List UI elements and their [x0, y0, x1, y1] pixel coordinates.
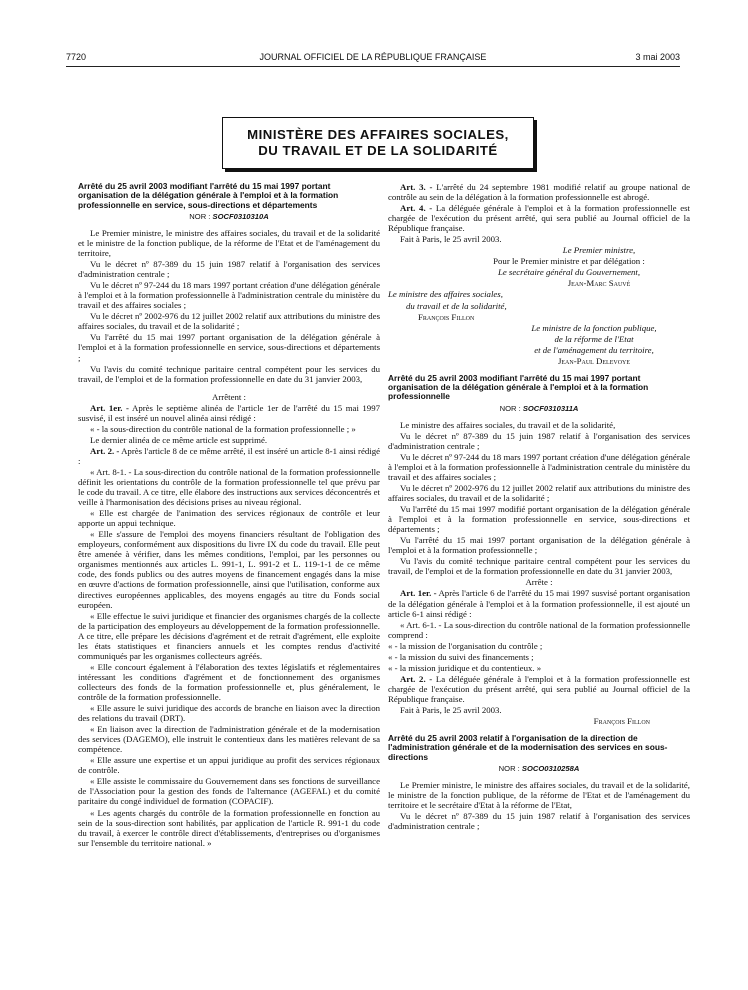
decree-1-arretent: Arrêtent : [212, 391, 246, 402]
sig-minister-line-1: Le ministre des affaires sociales, [388, 289, 503, 300]
sig-fp-line-3: et de l'aménagement du territoire, [534, 344, 654, 355]
article-6-1-item: « - la mission du suivi des financements ; [388, 651, 534, 662]
issue-date: 3 mai 2003 [635, 52, 680, 62]
decree-1-fait: Fait à Paris, le 25 avril 2003. [400, 234, 502, 245]
article-8-1-para: « Les agents chargés du contrôle de la formation professionnelle en fonction au sein de la sous-direction sont habilités, par application de l'article R. 991-1 du code du travail, à exercer le contrôle direct d'établissements, d'entreprises ou d'organismes sur l'ensemble du territoire national. » [78, 807, 380, 848]
decree-1-article-2: Art. 2. - Après l'article 8 de ce même arrêté, il est inséré un article 8-1 ainsi rédigé : [78, 445, 381, 466]
decree-3-visa: Vu le décret nº 87-389 du 15 juin 1987 relatif à l'organisation des services d'administration centrale ; [388, 811, 690, 832]
sig-fp-line-2: de la réforme de l'Etat [554, 333, 634, 344]
decree-3-nor: NOR : SOCO0310258A [498, 763, 580, 773]
decree-1-visa: Vu le décret nº 97-244 du 18 mars 1997 portant création d'une délégation générale à l'emploi et à la formation professionnelle à l'administration centrale du ministère du travail et des affaires sociales ; [78, 280, 380, 311]
header-rule [66, 66, 680, 67]
decree-1-article-1: Art. 1er. - Après le septième alinéa de l'article 1er de l'arrêté du 15 mai 1997 susvisé, il est inséré un nouvel alinéa ainsi rédigé : [78, 402, 380, 423]
sig-pm-title: Le Premier ministre, [562, 245, 636, 256]
sig-pm-name: Jean-Marc Sauvé [567, 278, 631, 289]
decree-2-visa: Vu l'arrêté du 15 mai 1997 modifié portant organisation de la délégation générale à l'emploi et à la formation professionnelle en service, sous-directions et départements ; [388, 504, 690, 535]
decree-1-visa: Vu le décret nº 87-389 du 15 juin 1987 relatif à l'organisation des services d'administration centrale ; [78, 259, 380, 280]
decree-2-nor: NOR : SOCF0310311A [499, 403, 579, 413]
decree-1-article-3: Art. 3. - L'arrêté du 24 septembre 1981 modifié relatif au groupe national de contrôle au sein de la délégation à la formation professionnelle est abrogé. [388, 182, 691, 203]
decree-2-visa: Vu l'avis du comité technique paritaire central compétent pour les services du travail, de l'emploi et de la formation professionnelle en date du 31 janvier 2003, [388, 556, 690, 577]
decree-2-visa: Vu l'arrêté du 15 mai 1997 portant organisation de la délégation générale à l'emploi et à la formation professionnelle ; [388, 535, 690, 556]
decree-2-signature: François Fillon [593, 716, 650, 727]
decree-2-preamble: Le ministre des affaires sociales, du travail et de la solidarité, [400, 419, 616, 430]
article-8-1-para: « Elle est chargée de l'animation des services régionaux de contrôle et leur apporte un appui technique. [78, 508, 380, 529]
decree-1-visa: Vu l'arrêté du 15 mai 1997 portant organisation de la délégation générale à l'emploi et à la formation professionnelle en service, sous-directions et départements ; [78, 332, 380, 363]
article-6-1-item: « - la mission de l'organisation du contrôle ; [388, 640, 543, 651]
article-8-1-para: « Elle assure une expertise et un appui juridique au profit des services régionaux de contrôle. [78, 755, 380, 776]
right-column [388, 182, 690, 832]
decree-2-visa: Vu le décret nº 2002-976 du 12 juillet 2002 relatif aux attributions du ministre des affaires sociales, du travail et de la solidarité ; [388, 483, 690, 504]
article-8-1-para: « En liaison avec la direction de l'administration générale et de la modernisation des services (DAGEMO), elle instruit le contentieux dans les matières relevant de sa compétence. [78, 724, 380, 755]
decree-2-article-2: Art. 2. - La déléguée générale à l'emploi et à la formation professionnelle est chargée de l'exécution du présent arrêté, qui sera publié au Journal officiel de la République française. [388, 673, 690, 704]
decree-2-title: Arrêté du 25 avril 2003 modifiant l'arrêté du 15 mai 1997 portant organisation de la délégation générale à l'emploi et à la formation professionnelle [388, 372, 649, 402]
ministry-line-1: MINISTÈRE DES AFFAIRES SOCIALES, [247, 127, 509, 142]
article-8-1-para: « Elle concourt également à l'élaboration des textes législatifs et réglementaires intéressant les conditions d'agrément et de fonctionnement des organismes collecteurs des fonds de la formation professionnelle et, plus généralement, le contrôle de la formation professionnelle. [78, 661, 380, 702]
decree-3-preamble: Le Premier ministre, le ministre des affaires sociales, du travail et de la solidarité, le ministre de la fonction publique, de la réforme de l'Etat et de l'aménagement du territoire et le secrétaire d'Etat à la réforme de l'Etat, [388, 780, 690, 811]
decree-2-visa: Vu le décret nº 87-389 du 15 juin 1987 relatif à l'organisation des services d'administration centrale ; [388, 430, 690, 451]
sig-minister-name: François Fillon [418, 311, 475, 322]
ministry-heading [222, 117, 534, 169]
decree-1-visa: Vu l'avis du comité technique paritaire central compétent pour les services du travail, de l'emploi et de la formation professionnelle en date du 31 janvier 2003, [78, 363, 380, 384]
ministry-line-2: DU TRAVAIL ET DE LA SOLIDARITÉ [258, 143, 498, 158]
article-6-1-item: « - la mission juridique et du contentieux. » [388, 662, 542, 673]
article-6-1-para: « Art. 6-1. - La sous-direction du contrôle national de la formation professionnelle comprend : [388, 619, 690, 640]
article-8-1-para: « Elle assure le suivi juridique des accords de branche en liaison avec la direction des relations du travail (DRT). [78, 703, 380, 724]
article-8-1-para: « Elle assiste le commissaire du Gouvernement dans ses fonctions de surveillance de l'Association pour la gestion des fonds de l'alternance (AGEFAL) et du comité paritaire du congé individuel de formation (COPACIF). [78, 776, 380, 807]
decree-2-fait: Fait à Paris, le 25 avril 2003. [400, 705, 502, 715]
decree-1-article-4: Art. 4. - La déléguée générale à l'emploi et à la formation professionnelle est chargée de l'exécution du présent arrêté, qui sera publié au Journal officiel de la République française. [388, 203, 690, 234]
decree-1-nor: NOR : SOCF0310310A [189, 211, 269, 221]
decree-3-title: Arrêté du 25 avril 2003 relatif à l'organisation de la direction de l'administration générale et de la modernisation des services en sous-directions [388, 733, 668, 762]
decree-1-preamble: Le Premier ministre, le ministre des affaires sociales, du travail et de la solidarité et le ministre de la fonction publique, de la réforme de l'Etat et de l'aménagement du territoire, [78, 227, 380, 259]
article-8-1-para: « Elle effectue le suivi juridique et financier des organismes chargés de la collecte de la participation des employeurs au développement de la formation professionnelle. A ce titre, elle prépare les décisions d'agrément et de retrait d'agrément, elle exploite les états statistiques et financiers annuels et les comptes rendus d'activité communiqués par les organismes collecteurs agréés. [78, 610, 380, 661]
decree-1-article-1-note: Le dernier alinéa de ce même article est supprimé. [90, 434, 268, 445]
decree-1-visa: Vu le décret nº 2002-976 du 12 juillet 2002 relatif aux attributions du ministre des affaires sociales, du travail et de la solidarité ; [78, 311, 380, 332]
sig-pm-role: Le secrétaire général du Gouvernement, [497, 267, 641, 278]
article-8-1-para: « Art. 8-1. - La sous-direction du contrôle national de la formation professionnelle définit les orientations du contrôle de la formation professionnelle tel que prévu par le code du travail. A ce titre, elle élabore des instructions aux services déconcentrés et veille à l'harmonisation des décisions prises au niveau régional. [78, 466, 380, 508]
page-number: 7720 [66, 52, 87, 62]
sig-minister-line-2: du travail et de la solidarité, [406, 300, 507, 311]
article-8-1-para: « Elle s'assure de l'emploi des moyens financiers résultant de l'obligation des employeurs, conformément aux dispositions du livre IX du code du travail. Elle peut être amenée à vérifier, dans les mêmes conditions, l'emploi, par les personnes ou organismes mentionnés aux articles L. 991-1, L. 991-2 et L. 119-1-1 de ce même code, des fonds publics ou des autres moyens de financement engagés dans la mise en œuvre d'actions de formation professionnelle, ainsi que l'utilisation, conforme aux directives européennes applicables, des moyens engagés au titre du Fonds social européen. [78, 529, 380, 610]
left-column [78, 182, 380, 849]
decree-2-visa: Vu le décret nº 97-244 du 18 mars 1997 portant création d'une délégation générale à l'emploi et à la formation professionnelle à l'administration centrale du ministère du travail et des affaires sociales ; [388, 451, 690, 482]
sig-fp-line-1: Le ministre de la fonction publique, [531, 322, 657, 333]
journal-title: JOURNAL OFFICIEL DE LA RÉPUBLIQUE FRANÇAISE [259, 52, 487, 62]
sig-fp-name: Jean-Paul Delevoye [557, 355, 631, 366]
decree-2-article-1: Art. 1er. - Après l'article 6 de l'arrêté du 15 mai 1997 susvisé portant organisation de la délégation générale à l'emploi et à la formation professionnelle, il est ajouté un article 6-1 ainsi rédigé : [388, 588, 690, 619]
decree-1-article-1-quote: « - la sous-direction du contrôle national de la formation professionnelle ; » [90, 423, 356, 434]
decree-2-arrete: Arrête : [525, 577, 553, 588]
page-header [66, 52, 680, 66]
decree-1-title: Arrêté du 25 avril 2003 modifiant l'arrêté du 15 mai 1997 portant organisation de la délégation générale à l'emploi et à la formation professionnelle en service, sous-directions et départements [78, 181, 339, 210]
sig-pm-delegation: Pour le Premier ministre et par délégation : [493, 256, 645, 267]
